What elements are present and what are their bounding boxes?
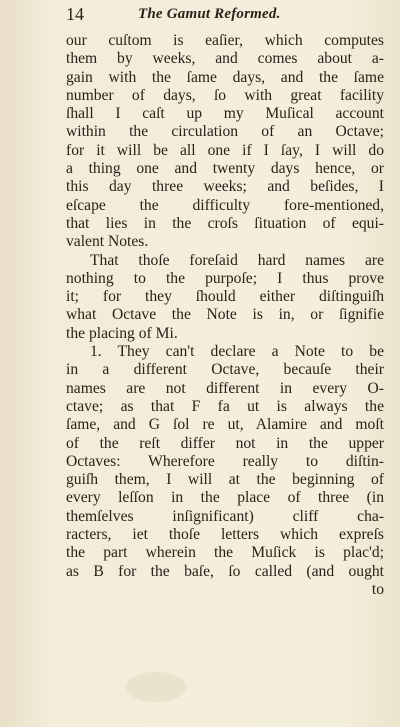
running-title: The Gamut Reformed. — [138, 6, 281, 22]
text-line: 1. They can't declare a Note to be — [90, 343, 384, 361]
text-line: every leſſon in the place of three (in — [66, 489, 384, 507]
text-line: of the reſt differ not in the upper — [66, 434, 384, 452]
text-line: our cuſtom is eaſier, which computes — [66, 32, 384, 49]
text-line: within the circulation of an Octave; — [66, 123, 384, 141]
text-line: that lies in the croſs ſituation of equi- — [66, 214, 384, 232]
text-line: in a different Octave, becauſe their — [66, 361, 384, 379]
text-line: it; for they ſhould either diſtinguiſh — [66, 288, 384, 306]
body-text — [66, 32, 384, 599]
text-line: valent Notes. — [66, 233, 149, 251]
text-line: them by weeks, and comes about a- — [66, 50, 384, 68]
text-line: guiſh them, I will at the beginning of — [66, 471, 384, 489]
text-line: gain with the ſame days, and the ſame — [66, 68, 384, 86]
text-line: ctave; as that F fa ut is always the — [66, 397, 384, 415]
text-line: number of days, ſo with great facility — [66, 86, 384, 104]
text-line: for it will be all one if I ſay, I will do — [66, 141, 384, 159]
catchword: to — [371, 580, 384, 598]
text-line: as B for the baſe, ſo called (and ought — [66, 562, 384, 580]
text-line: ſhall I caſt up my Muſical account — [66, 105, 384, 123]
text-line: eſcape the difficulty fore-mentioned, — [66, 196, 384, 214]
text-line: That thoſe foreſaid hard names are — [90, 251, 384, 269]
text-line: Octaves: Wherefore really to diſtin- — [66, 452, 384, 470]
text-line: themſelves inſignificant) cliff cha- — [66, 507, 384, 525]
text-line: nothing to the purpoſe; I thus prove — [66, 269, 384, 287]
text-line: a thing one and twenty days hence, or — [66, 160, 384, 178]
text-line: this day three weeks; and beſides, I — [66, 178, 384, 196]
page-number: 14 — [66, 4, 84, 24]
text-line: ſame, and G ſol re ut, Alamire and moſt — [66, 416, 384, 434]
text-line: the placing of Mi. — [66, 324, 178, 342]
text-line: what Octave the Note is in, or ſignifie — [66, 306, 384, 324]
text-line: names are not different in every O- — [66, 379, 384, 397]
text-line: the part wherein the Muſick is plac'd; — [66, 544, 384, 562]
page-header — [60, 4, 390, 28]
paper-stain — [126, 672, 186, 702]
text-line: racters, iet thoſe letters which expreſs — [66, 526, 384, 544]
